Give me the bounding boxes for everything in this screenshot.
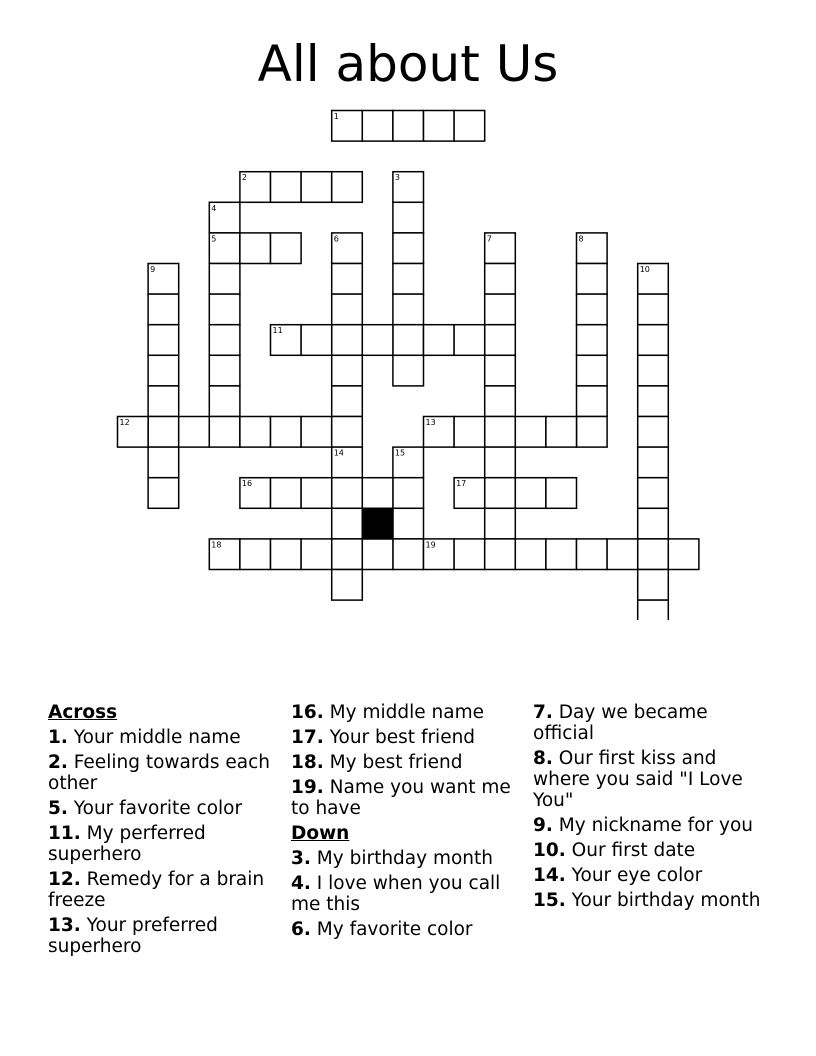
grid-cell[interactable] — [454, 417, 485, 448]
clue-column-3 — [533, 702, 769, 915]
clue-item — [533, 815, 769, 836]
grid-cell[interactable] — [271, 539, 302, 570]
grid-cell[interactable] — [148, 386, 179, 417]
clue-text: Remedy for a brain freeze — [48, 869, 265, 911]
blocked-cell — [362, 508, 393, 539]
grid-cell[interactable] — [332, 478, 363, 509]
grid-cell[interactable] — [485, 294, 516, 325]
clue-number: 12. — [48, 869, 81, 890]
clue-text: Your birthday month — [571, 890, 761, 911]
clue-text: Our first date — [571, 840, 696, 861]
clue-item — [48, 798, 284, 819]
grid-cell[interactable] — [607, 539, 638, 570]
clue-number: 13. — [48, 915, 81, 936]
grid-cell[interactable] — [638, 508, 669, 539]
clue-item — [533, 702, 769, 744]
clue-number: 18. — [291, 752, 324, 773]
grid-cell[interactable] — [577, 325, 608, 356]
grid-cell[interactable] — [209, 355, 240, 386]
grid-cell[interactable] — [148, 417, 179, 448]
clue-number-label: 11 — [272, 326, 283, 336]
clue-number: 7. — [533, 702, 553, 723]
clue-item — [291, 848, 527, 869]
clue-number: 16. — [291, 702, 324, 723]
clue-text: Day we became official — [533, 702, 708, 744]
grid-cell[interactable] — [485, 417, 516, 448]
grid-cell[interactable] — [362, 325, 393, 356]
clue-number-label: 17 — [456, 479, 467, 489]
clue-number: 14. — [533, 865, 566, 886]
clue-item — [291, 752, 527, 773]
grid-cell[interactable] — [577, 539, 608, 570]
clue-item — [48, 727, 284, 748]
clue-number-label: 9 — [150, 265, 156, 274]
grid-cell[interactable] — [546, 417, 577, 448]
clue-number: 2. — [48, 752, 68, 773]
clue-number-label: 12 — [119, 418, 130, 427]
grid-cell[interactable] — [546, 478, 577, 509]
grid-cell[interactable] — [638, 417, 669, 448]
clue-number: 15. — [533, 890, 566, 911]
grid-cell[interactable] — [209, 386, 240, 417]
clue-number: 4. — [291, 873, 311, 894]
grid-cell[interactable] — [301, 539, 332, 570]
grid-cell[interactable] — [638, 539, 669, 570]
grid-cell[interactable] — [362, 539, 393, 570]
grid-cell[interactable] — [271, 233, 302, 264]
grid-cell[interactable] — [332, 570, 363, 601]
clue-number-label: 14 — [333, 448, 344, 458]
clue-section-heading: Across — [48, 702, 118, 723]
clue-number: 6. — [291, 919, 311, 940]
clue-number-label: 3 — [394, 173, 400, 183]
grid-cell[interactable] — [393, 478, 424, 509]
grid-cell[interactable] — [393, 202, 424, 233]
grid-cell[interactable] — [332, 386, 363, 417]
clue-number: 17. — [291, 727, 324, 748]
clue-item — [533, 748, 769, 811]
grid-cell[interactable] — [271, 478, 302, 509]
grid-cell[interactable] — [577, 294, 608, 325]
grid-cell[interactable] — [148, 478, 179, 509]
grid-cell[interactable] — [393, 325, 424, 356]
grid-cell[interactable] — [393, 355, 424, 386]
clue-text: Your favorite color — [73, 798, 243, 819]
clue-item — [533, 890, 769, 911]
clue-number: 8. — [533, 748, 553, 769]
grid-cell[interactable] — [485, 508, 516, 539]
clue-item — [48, 752, 284, 794]
clue-item — [533, 865, 769, 886]
grid-cell[interactable] — [393, 508, 424, 539]
grid-cell[interactable] — [424, 111, 455, 142]
grid-cell[interactable] — [454, 111, 485, 142]
grid-cell[interactable] — [209, 325, 240, 356]
grid-cell[interactable] — [668, 539, 699, 570]
grid-cell[interactable] — [577, 386, 608, 417]
clue-number: 19. — [291, 777, 324, 798]
grid-cell[interactable] — [362, 111, 393, 142]
clue-text: My best friend — [329, 752, 463, 773]
grid-cell[interactable] — [638, 294, 669, 325]
clue-number-label: 1 — [333, 112, 339, 121]
clue-column-1 — [48, 702, 284, 961]
clue-column-2 — [291, 702, 527, 944]
grid-cell[interactable] — [271, 172, 302, 203]
grid-cell[interactable] — [393, 111, 424, 142]
clue-number: 3. — [291, 848, 311, 869]
grid-cell[interactable] — [638, 570, 669, 601]
grid-cell[interactable] — [332, 172, 363, 203]
grid-cell[interactable] — [148, 325, 179, 356]
grid-cell[interactable] — [332, 264, 363, 295]
grid-cell[interactable] — [362, 478, 393, 509]
grid-cell[interactable] — [577, 417, 608, 448]
grid-cell[interactable] — [148, 355, 179, 386]
clue-item — [533, 840, 769, 861]
clue-number-label: 2 — [241, 173, 247, 183]
clue-text: My nickname for you — [558, 815, 753, 836]
clue-text: My perferred superhero — [48, 823, 206, 865]
grid-cell[interactable] — [240, 539, 271, 570]
clue-text: My favorite color — [316, 919, 473, 940]
clue-text: My middle name — [329, 702, 484, 723]
grid-cell[interactable] — [148, 447, 179, 478]
clue-number: 10. — [533, 840, 566, 861]
grid-cell[interactable] — [332, 417, 363, 448]
clue-text: I love when you call me this — [291, 873, 501, 915]
grid-cell[interactable] — [485, 539, 516, 570]
grid-cell[interactable] — [332, 355, 363, 386]
clue-number: 11. — [48, 823, 81, 844]
grid-cell[interactable] — [485, 355, 516, 386]
grid-cell[interactable] — [515, 539, 546, 570]
grid-cell[interactable] — [332, 539, 363, 570]
clue-text: Your preferred superhero — [48, 915, 218, 957]
clue-text: Your best friend — [329, 727, 476, 748]
grid-cell[interactable] — [485, 478, 516, 509]
grid-cell[interactable] — [546, 539, 577, 570]
grid-cell[interactable] — [393, 539, 424, 570]
clue-text: Your eye color — [571, 865, 703, 886]
clue-number-label: 8 — [578, 234, 584, 244]
clue-text: My birthday month — [316, 848, 494, 869]
clue-item — [291, 919, 527, 940]
grid-cell[interactable] — [515, 417, 546, 448]
grid-cell[interactable] — [301, 478, 332, 509]
grid-cell[interactable] — [485, 447, 516, 478]
grid-cell[interactable] — [638, 325, 669, 356]
clue-text: Your middle name — [73, 727, 241, 748]
clue-number-label: 7 — [486, 234, 492, 244]
grid-cell[interactable] — [240, 233, 271, 264]
clue-item — [48, 915, 284, 957]
clue-number-label: 15 — [394, 448, 406, 458]
grid-cell[interactable] — [454, 325, 485, 356]
grid-cell[interactable] — [301, 417, 332, 448]
clue-number-label: 10 — [639, 265, 650, 274]
grid-cell[interactable] — [332, 294, 363, 325]
grid-cell[interactable] — [148, 294, 179, 325]
clue-number-label: 5 — [211, 234, 217, 244]
clue-number-label: 19 — [425, 540, 436, 550]
grid-cell[interactable] — [638, 478, 669, 509]
grid-cell[interactable] — [271, 417, 302, 448]
clue-number: 1. — [48, 727, 68, 748]
clue-number-label: 16 — [241, 479, 253, 489]
clue-item — [48, 823, 284, 865]
grid-cell[interactable] — [301, 325, 332, 356]
grid-cell[interactable] — [485, 386, 516, 417]
grid-cell[interactable] — [638, 600, 669, 620]
clue-text: Name you want me to have — [291, 777, 511, 819]
clue-section-heading: Down — [291, 823, 350, 844]
grid-cell[interactable] — [638, 447, 669, 478]
grid-cell[interactable] — [638, 355, 669, 386]
grid-cell[interactable] — [485, 325, 516, 356]
clue-item — [291, 702, 527, 723]
grid-cell[interactable] — [638, 386, 669, 417]
grid-cell[interactable] — [485, 264, 516, 295]
grid-cell[interactable] — [393, 233, 424, 264]
clue-number-label: 4 — [211, 203, 217, 213]
grid-cell[interactable] — [393, 294, 424, 325]
clue-text: Our first kiss and where you said "I Love You" — [533, 748, 743, 811]
clue-number: 9. — [533, 815, 553, 836]
clue-item — [48, 869, 284, 911]
clue-number-label: 18 — [211, 540, 222, 550]
grid-cell[interactable] — [240, 417, 271, 448]
clue-item — [291, 873, 527, 915]
grid-cell[interactable] — [577, 355, 608, 386]
grid-cell[interactable] — [209, 294, 240, 325]
grid-cell[interactable] — [301, 172, 332, 203]
clue-number-label: 6 — [333, 234, 339, 244]
grid-cell[interactable] — [454, 539, 485, 570]
grid-cell[interactable] — [209, 264, 240, 295]
grid-cell[interactable] — [393, 264, 424, 295]
grid-cell[interactable] — [515, 478, 546, 509]
grid-cell[interactable] — [424, 325, 455, 356]
clue-number: 5. — [48, 798, 68, 819]
clue-item — [291, 727, 527, 748]
clue-number-label: 13 — [425, 418, 436, 427]
clue-item — [291, 777, 527, 819]
grid-cell[interactable] — [332, 508, 363, 539]
grid-cell[interactable] — [179, 417, 210, 448]
grid-cell[interactable] — [577, 264, 608, 295]
grid-cell[interactable] — [209, 417, 240, 448]
puzzle-title: All about Us — [257, 35, 559, 93]
grid-cell[interactable] — [332, 325, 363, 356]
clue-text: Feeling towards each other — [48, 752, 271, 794]
